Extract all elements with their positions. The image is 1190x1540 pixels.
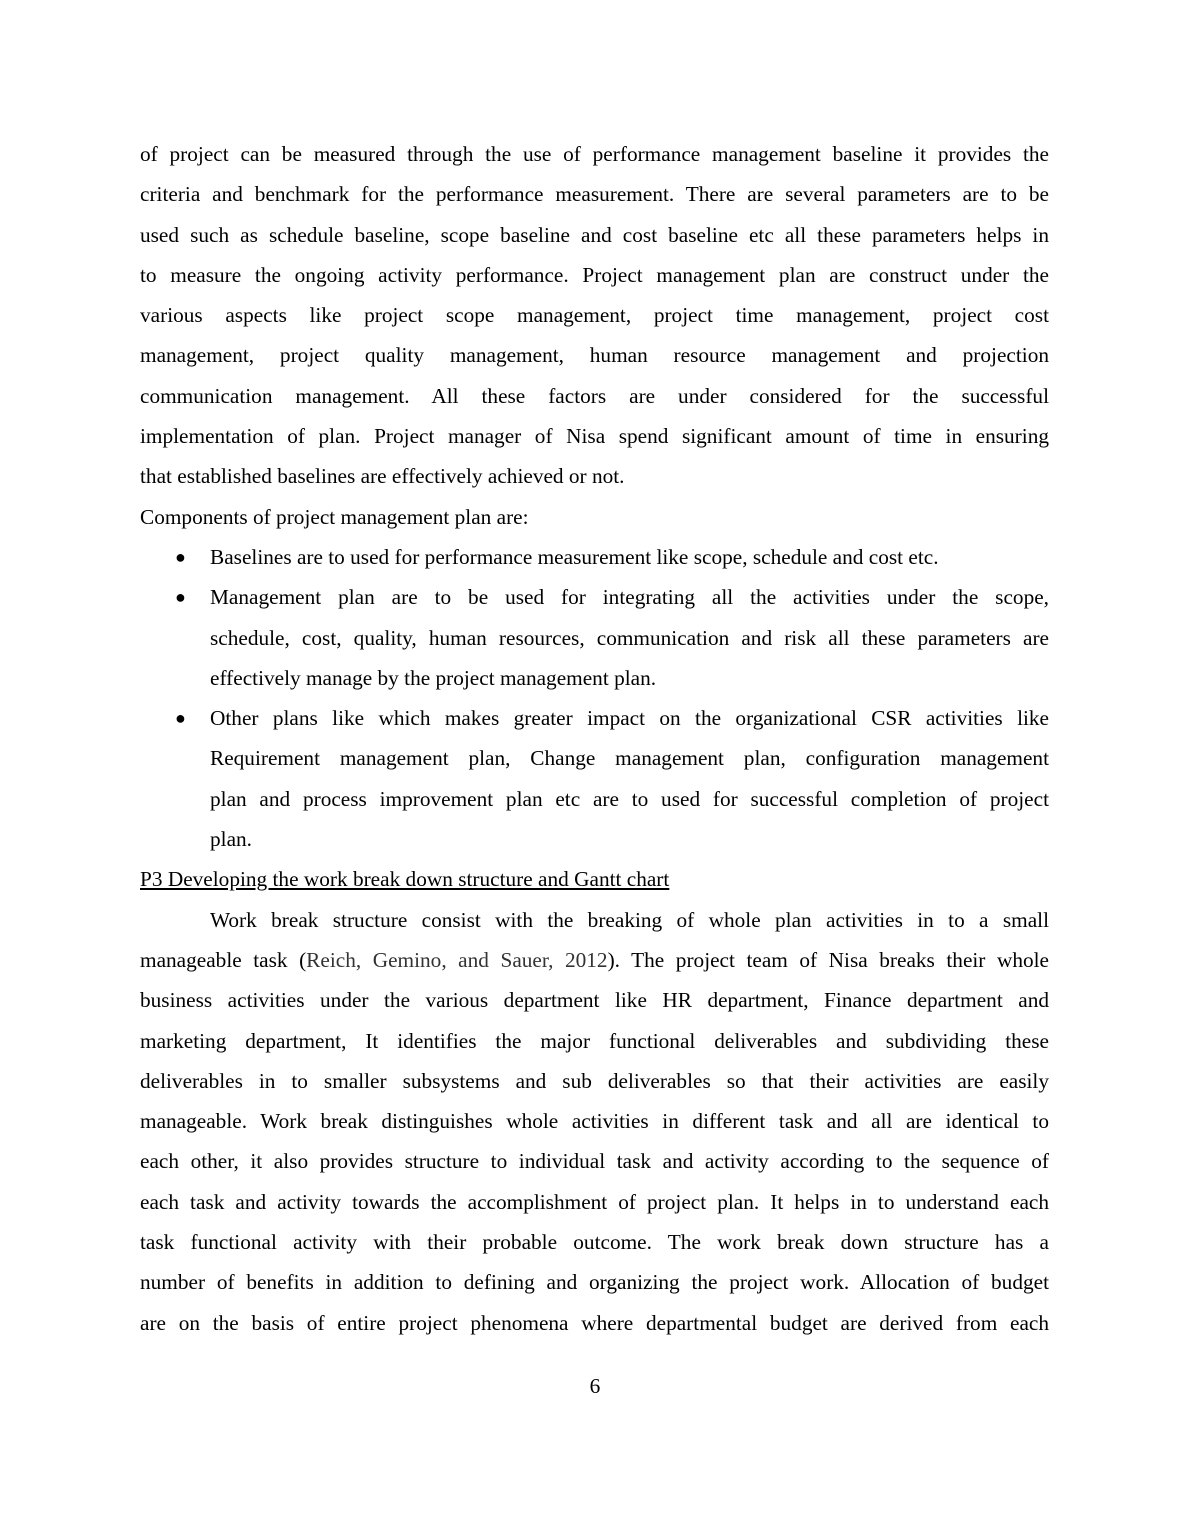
bullet-icon: ● bbox=[175, 587, 186, 608]
text-line: plan and process improvement plan etc are to used for successful completion of project bbox=[210, 786, 1049, 811]
text-line: to measure the ongoing activity performance. Project management plan are construct under the bbox=[140, 262, 1049, 287]
text-line: plan. bbox=[210, 827, 252, 852]
text-line: various aspects like project scope management, project time management, project cost bbox=[140, 303, 1049, 328]
bullet-item bbox=[140, 537, 1049, 577]
text-line: management, project quality management, human resource management and projection bbox=[140, 343, 1049, 368]
text-span: manageable task ( bbox=[140, 947, 307, 972]
text-line: deliverables in to smaller subsystems and sub deliverables so that their activities are easily bbox=[140, 1068, 1049, 1093]
text-line: task functional activity with their probable outcome. The work break down structure has a bbox=[140, 1230, 1049, 1255]
text-line: of project can be measured through the use of performance management baseline it provides the bbox=[140, 142, 1049, 166]
text-line: Management plan are to be used for integrating all the activities under the scope, bbox=[210, 585, 1049, 610]
components-intro: Components of project management plan are: bbox=[140, 504, 529, 529]
text-line: effectively manage by the project management plan. bbox=[210, 665, 657, 690]
text-line: that established baselines are effectively achieved or not. bbox=[140, 464, 625, 489]
text-line: Work break structure consist with the breaking of whole plan activities in to a small bbox=[210, 907, 1049, 932]
text-line: implementation of plan. Project manager of Nisa spend significant amount of time in ensuring bbox=[140, 424, 1049, 449]
paragraph-baselines bbox=[140, 134, 1049, 497]
text-line bbox=[140, 940, 1049, 980]
text-line: criteria and benchmark for the performance measurement. There are several parameters are to be bbox=[140, 182, 1049, 207]
text-line: marketing department, It identifies the major functional deliverables and subdividing these bbox=[140, 1028, 1049, 1053]
text-line: each task and activity towards the accomplishment of project plan. It helps in to understand each bbox=[140, 1189, 1049, 1214]
text-line: number of benefits in addition to defining and organizing the project work. Allocation of budget bbox=[140, 1270, 1049, 1295]
text-line: communication management. All these factors are under considered for the successful bbox=[140, 383, 1049, 408]
document-body bbox=[140, 134, 1049, 1343]
text-line: each other, it also provides structure to individual task and activity according to the sequence of bbox=[140, 1149, 1049, 1174]
bullet-text: Baselines are to used for performance measurement like scope, schedule and cost etc. bbox=[210, 544, 939, 569]
text-line: used such as schedule baseline, scope baseline and cost baseline etc all these parameters helps in bbox=[140, 222, 1049, 247]
paragraph-wbs bbox=[140, 900, 1049, 1343]
section-heading: P3 Developing the work break down structure and Gantt chart bbox=[140, 867, 670, 892]
text-line: are on the basis of entire project phenomena where departmental budget are derived from each bbox=[140, 1310, 1049, 1335]
citation: Reich, Gemino, and Sauer, 2012 bbox=[306, 947, 608, 972]
bullet-list bbox=[140, 537, 1049, 859]
text-span: ). The project team of Nisa breaks their whole bbox=[607, 947, 1049, 972]
text-line: business activities under the various department like HR department, Finance department and bbox=[140, 988, 1049, 1013]
page-number: 6 bbox=[589, 1374, 601, 1398]
text-line: manageable. Work break distinguishes whole activities in different task and all are identical to bbox=[140, 1109, 1049, 1134]
text-line: Requirement management plan, Change management plan, configuration management bbox=[210, 746, 1049, 771]
bullet-item bbox=[140, 698, 1049, 859]
text-line: schedule, cost, quality, human resources, communication and risk all these parameters are bbox=[210, 625, 1049, 650]
bullet-item bbox=[140, 577, 1049, 698]
text-line: Other plans like which makes greater impact on the organizational CSR activities like bbox=[210, 706, 1049, 731]
bullet-icon: ● bbox=[175, 708, 186, 729]
bullet-icon: ● bbox=[175, 546, 186, 567]
